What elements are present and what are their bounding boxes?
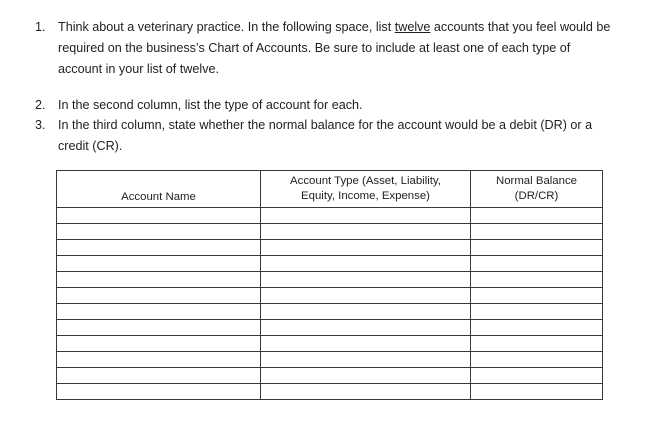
normal-balance-cell[interactable]	[471, 272, 603, 288]
table-row	[57, 368, 603, 384]
header-normal-balance	[471, 171, 603, 208]
normal-balance-cell[interactable]	[471, 352, 603, 368]
account-name-cell[interactable]	[57, 384, 261, 400]
instruction-line: credit (CR).	[58, 139, 123, 153]
account-name-cell[interactable]	[57, 336, 261, 352]
instruction-text	[58, 115, 663, 157]
table-row	[57, 384, 603, 400]
instruction-line: account in your list of twelve.	[58, 62, 219, 76]
account-name-cell[interactable]	[57, 224, 261, 240]
table-header-row	[57, 171, 603, 208]
normal-balance-cell[interactable]	[471, 256, 603, 272]
normal-balance-cell[interactable]	[471, 224, 603, 240]
account-name-cell[interactable]	[57, 368, 261, 384]
header-line: Normal Balance	[495, 175, 578, 187]
accounts-table-container	[56, 170, 602, 399]
account-type-cell[interactable]	[261, 384, 471, 400]
instruction-line	[58, 17, 663, 38]
instruction-text	[58, 95, 663, 116]
header-line: Equity, Income, Expense)	[301, 190, 430, 202]
account-type-cell[interactable]	[261, 272, 471, 288]
account-type-cell[interactable]	[261, 368, 471, 384]
header-account-type	[261, 171, 471, 208]
normal-balance-cell[interactable]	[471, 368, 603, 384]
account-type-cell[interactable]	[261, 352, 471, 368]
normal-balance-cell[interactable]	[471, 240, 603, 256]
table-row	[57, 304, 603, 320]
header-line: Account Name	[121, 191, 196, 203]
normal-balance-cell[interactable]	[471, 288, 603, 304]
table-row	[57, 320, 603, 336]
normal-balance-cell[interactable]	[471, 320, 603, 336]
instruction-line: In the second column, list the type of account for each.	[58, 98, 363, 112]
instruction-number: 2.	[35, 98, 46, 112]
table-body	[57, 208, 603, 400]
normal-balance-cell[interactable]	[471, 304, 603, 320]
table-row	[57, 208, 603, 224]
account-type-cell[interactable]	[261, 224, 471, 240]
account-name-cell[interactable]	[57, 352, 261, 368]
account-type-cell[interactable]	[261, 208, 471, 224]
text-segment: Think about a veterinary practice. In the following space, list	[58, 20, 395, 34]
instruction-number: 3.	[35, 118, 46, 132]
account-name-cell[interactable]	[57, 288, 261, 304]
normal-balance-cell[interactable]	[471, 208, 603, 224]
table-row	[57, 288, 603, 304]
account-type-cell[interactable]	[261, 336, 471, 352]
table-row	[57, 256, 603, 272]
underlined-word: twelve	[394, 20, 431, 34]
account-name-cell[interactable]	[57, 256, 261, 272]
header-account-name	[57, 171, 261, 208]
account-name-cell[interactable]	[57, 320, 261, 336]
header-line: Account Type (Asset, Liability,	[290, 175, 441, 187]
normal-balance-cell[interactable]	[471, 384, 603, 400]
instruction-line: In the third column, state whether the normal balance for the account would be a debit (DR) or a	[58, 118, 593, 132]
table-row	[57, 272, 603, 288]
account-name-cell[interactable]	[57, 304, 261, 320]
account-type-cell[interactable]	[261, 240, 471, 256]
normal-balance-cell[interactable]	[471, 336, 603, 352]
text-segment: accounts that you feel would be	[430, 20, 611, 34]
table-row	[57, 224, 603, 240]
header-line: (DR/CR)	[514, 190, 559, 202]
table-row	[57, 336, 603, 352]
instruction-line: required on the business’s Chart of Accounts. Be sure to include at least one of each type of	[58, 41, 571, 55]
account-type-cell[interactable]	[261, 304, 471, 320]
account-type-cell[interactable]	[261, 256, 471, 272]
account-type-cell[interactable]	[261, 320, 471, 336]
accounts-table	[56, 170, 603, 400]
table-row	[57, 240, 603, 256]
instruction-text	[58, 17, 663, 80]
table-row	[57, 352, 603, 368]
account-type-cell[interactable]	[261, 288, 471, 304]
account-name-cell[interactable]	[57, 208, 261, 224]
account-name-cell[interactable]	[57, 240, 261, 256]
instruction-number: 1.	[35, 20, 46, 34]
account-name-cell[interactable]	[57, 272, 261, 288]
